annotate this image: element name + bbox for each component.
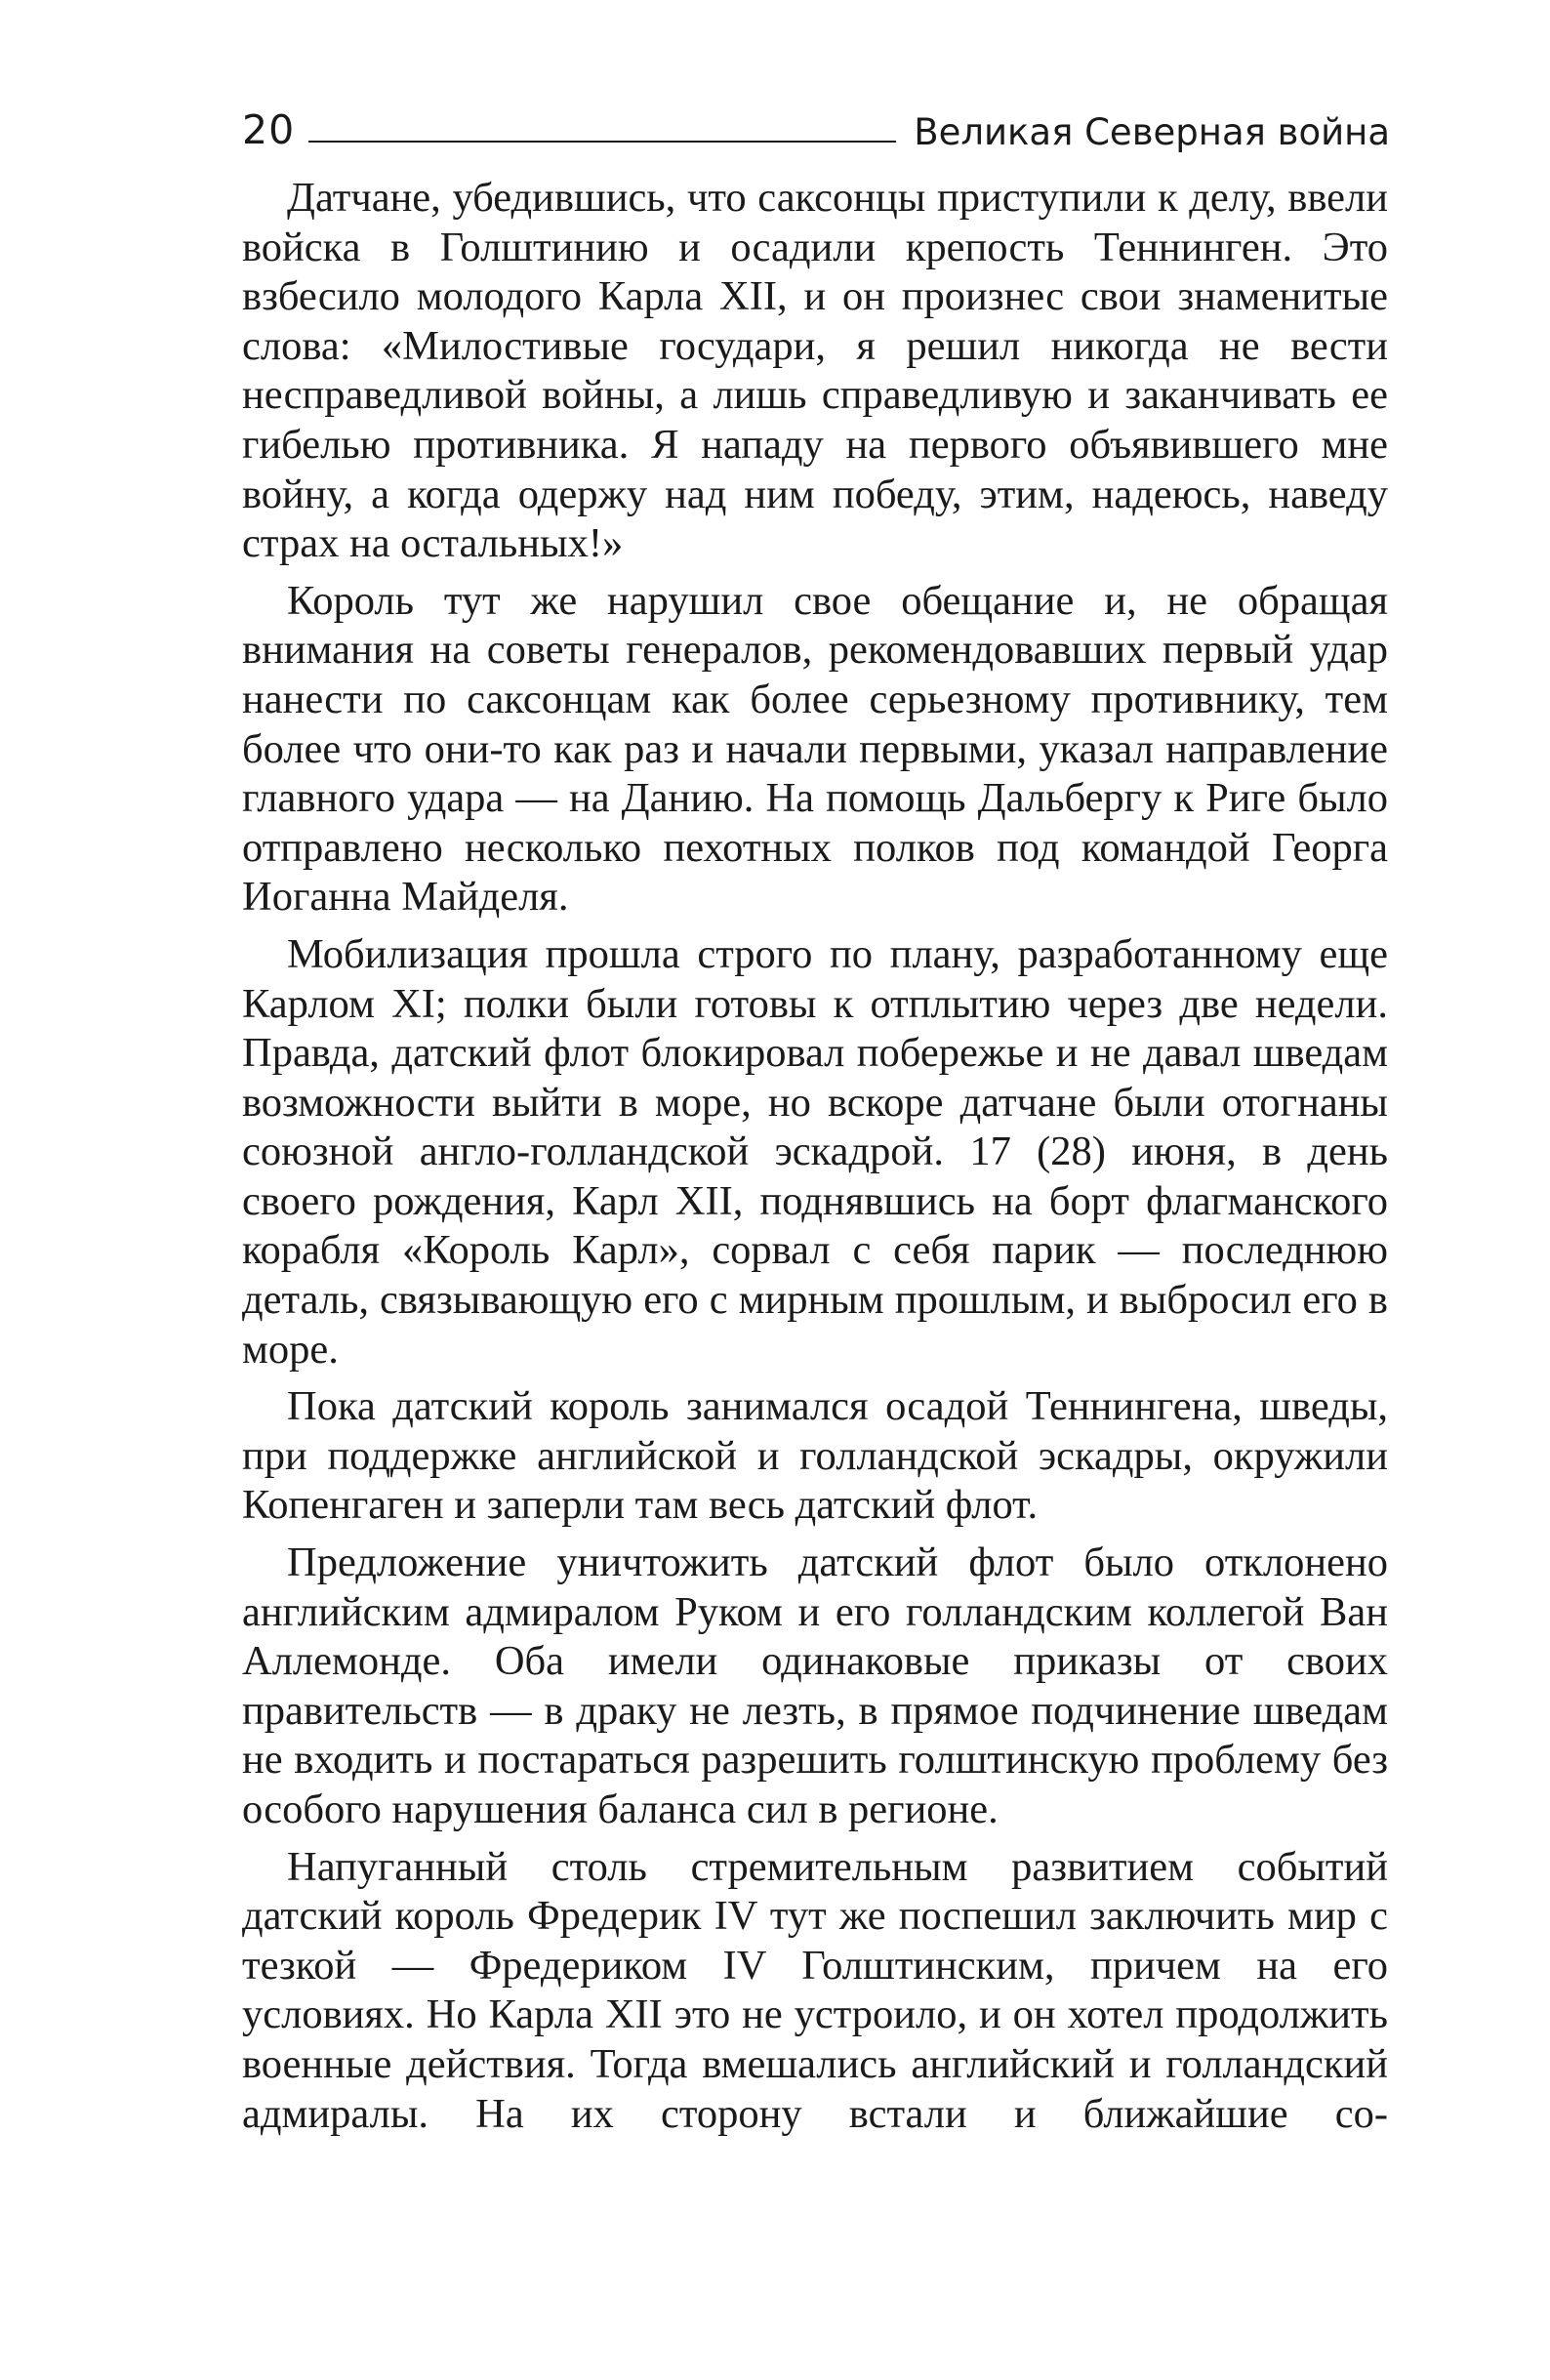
running-head — [242, 96, 1390, 153]
paragraph-2: Король тут же нарушил свое обещание и, не обращая внимания на советы генералов, рекомендовавших первый удар нанести по саксонцам как более серьезному противнику, тем более что они-то как раз и начали первыми, указал направление главного удара — на Данию. На помощь Дальбергу к Риге было отправлено несколько пехотных полков под командой Георга Иоганна Майделя. — [242, 577, 1388, 921]
body-text — [242, 174, 1388, 2147]
paragraph-3: Мобилизация прошла строго по плану, разработанному еще Карлом XI; полки были готовы к отплытию через две недели. Правда, датский флот блокировал побережье и не давал шведам возможности выйти в море, но вскоре датчане были отогнаны союзной англо-голландской эскадрой. 17 (28) июня, в день своего рождения, Карл XII, поднявшись на борт флагманского корабля «Король Карл», сорвал с себя парик — последнюю деталь, связывающую его с мирным прошлым, и выбросил его в море. — [242, 930, 1388, 1373]
page-number: 20 — [242, 106, 296, 153]
header-rule — [308, 141, 896, 143]
running-title: Великая Северная война — [914, 111, 1390, 153]
paragraph-6: Напуганный столь стремительным развитием событий датский король Фредерик IV тут же поспешил заключить мир с тезкой — Фредериком IV Голштинским, причем на его условиях. Но Карла XII это не устроило, и он хотел продолжить военные действия. Тогда вмешались английский и голландский адмиралы. На их сторону встали и ближайшие со- — [242, 1843, 1388, 2137]
paragraph-1: Датчане, убедившись, что саксонцы приступили к делу, ввели войска в Голштинию и осадили крепость Теннинген. Это взбесило молодого Карла XII, и он произнес свои знаменитые слова: «Милостивые государи, я решил никогда не вести несправедливой войны, а лишь справедливую и заканчивать ее гибелью противника. Я нападу на первого объявившего мне войну, а когда одержу над ним победу, этим, надеюсь, наведу страх на остальных!» — [242, 175, 1388, 567]
paragraph-5: Предложение уничтожить датский флот было отклонено английским адмиралом Руком и его голландским коллегой Ван Аллемонде. Оба имели одинаковые приказы от своих правительств — в драку не лезть, в прямое подчинение шведам не входить и постараться разрешить голштинскую проблему без особого нарушения баланса сил в регионе. — [242, 1539, 1388, 1832]
paragraph-4: Пока датский король занимался осадой Теннингена, шведы, при поддержке английской и голландской эскадры, окружили Копенгаген и заперли там весь датский флот. — [242, 1383, 1388, 1529]
